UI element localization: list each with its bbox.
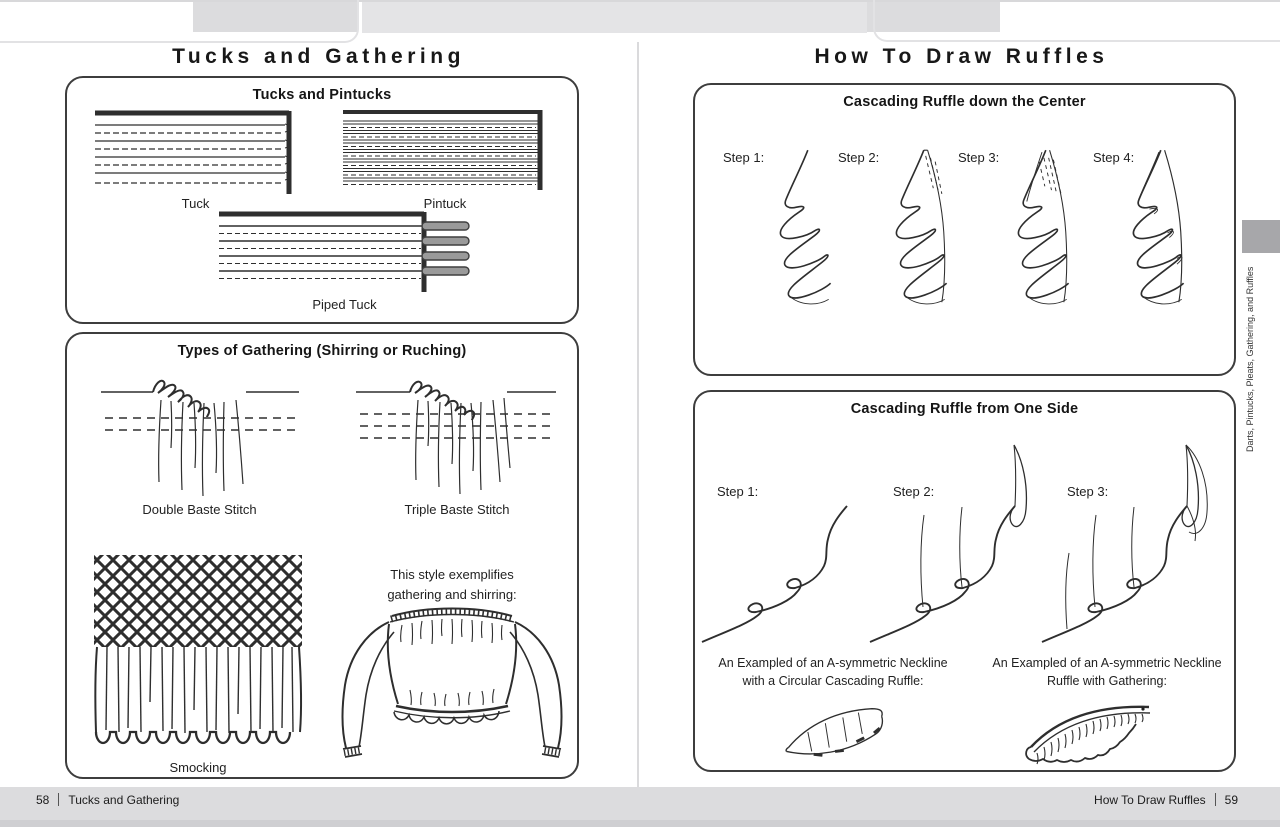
right-page-number: 59 <box>1224 793 1238 807</box>
gathering-ruffle-caption-line1: An Exampled of an A-symmetric Neckline <box>992 656 1222 670</box>
side-ruffle-step2-illustration <box>865 437 1055 652</box>
tucks-panel-header: Tucks and Pintucks <box>252 87 392 103</box>
side-step-3-label: Step 3: <box>1067 484 1109 499</box>
gathering-ruffle-caption <box>987 655 1227 690</box>
side-ruffle-step1-illustration <box>697 492 882 652</box>
left-footer <box>36 793 179 807</box>
double-baste-label: Double Baste Stitch <box>142 502 257 517</box>
center-step-3-label: Step 3: <box>958 150 1000 165</box>
center-ruffle-step3-illustration <box>985 137 1080 342</box>
smocking-label: Smocking <box>169 760 227 775</box>
side-ruffle-panel <box>693 390 1236 772</box>
gathering-panel-header: Types of Gathering (Shirring or Ruching) <box>177 343 467 359</box>
circular-ruffle-caption-line2: with a Circular Cascading Ruffle: <box>742 673 924 688</box>
smocking-illustration <box>89 552 307 757</box>
right-footer <box>1094 793 1238 807</box>
triple-baste-label: Triple Baste Stitch <box>404 502 510 517</box>
center-ruffle-header: Cascading Ruffle down the Center <box>843 94 1086 110</box>
gathering-ruffle-caption-line2: Ruffle with Gathering: <box>1047 673 1167 688</box>
footer-bottom-strip <box>0 820 1280 827</box>
style-note <box>342 565 562 604</box>
piped-tuck-label: Piped Tuck <box>312 297 377 312</box>
center-ruffle-panel <box>693 83 1236 376</box>
tucks-and-pintucks-panel <box>65 76 579 324</box>
previous-page-corner-right <box>873 0 1280 42</box>
style-note-line2: gathering and shirring: <box>387 586 517 602</box>
gathering-ruffle-example-illustration <box>1017 697 1167 762</box>
side-ruffle-header: Cascading Ruffle from One Side <box>850 401 1079 417</box>
circular-ruffle-example-illustration <box>777 697 897 765</box>
right-page-title: How To Draw Ruffles <box>814 45 1109 68</box>
pintuck-illustration <box>340 108 550 190</box>
side-step-2-label: Step 2: <box>893 484 935 499</box>
center-step-1-label: Step 1: <box>723 150 765 165</box>
chapter-side-tab <box>1242 220 1280 253</box>
center-ruffle-step1-illustration <box>747 137 842 342</box>
center-ruffle-step4-illustration <box>1100 137 1195 342</box>
center-step-2-label: Step 2: <box>838 150 880 165</box>
top-gray-band <box>362 2 867 33</box>
side-ruffle-step3-illustration <box>1037 437 1229 652</box>
side-step-1-label: Step 1: <box>717 484 759 499</box>
page-gutter <box>637 42 639 787</box>
center-ruffle-step2-illustration <box>863 137 958 342</box>
left-page-title: Tucks and Gathering <box>172 45 465 68</box>
style-note-line1: This style exemplifies <box>390 567 514 582</box>
previous-page-corner-left <box>0 0 359 43</box>
circular-ruffle-caption-line1: An Exampled of an A-symmetric Neckline <box>718 656 948 670</box>
tuck-illustration <box>92 108 299 194</box>
circular-ruffle-caption <box>713 655 953 690</box>
double-baste-stitch-illustration <box>97 370 302 500</box>
right-footer-title: How To Draw Ruffles <box>1094 793 1206 807</box>
piped-tuck-illustration <box>217 210 472 294</box>
center-step-4-label: Step 4: <box>1093 150 1135 165</box>
gathered-blouse-illustration <box>332 600 572 762</box>
tuck-label: Tuck <box>181 196 210 211</box>
types-of-gathering-panel <box>65 332 579 779</box>
footer-divider-left <box>58 793 59 806</box>
chapter-side-tab-label: Darts, Pintucks, Pleats, Gathering, and Ruffles <box>1245 266 1255 452</box>
pintuck-label: Pintuck <box>423 196 467 211</box>
footer-divider-right <box>1215 793 1216 806</box>
triple-baste-stitch-illustration <box>352 372 562 500</box>
left-page-number: 58 <box>36 793 50 807</box>
left-footer-title: Tucks and Gathering <box>68 793 180 807</box>
